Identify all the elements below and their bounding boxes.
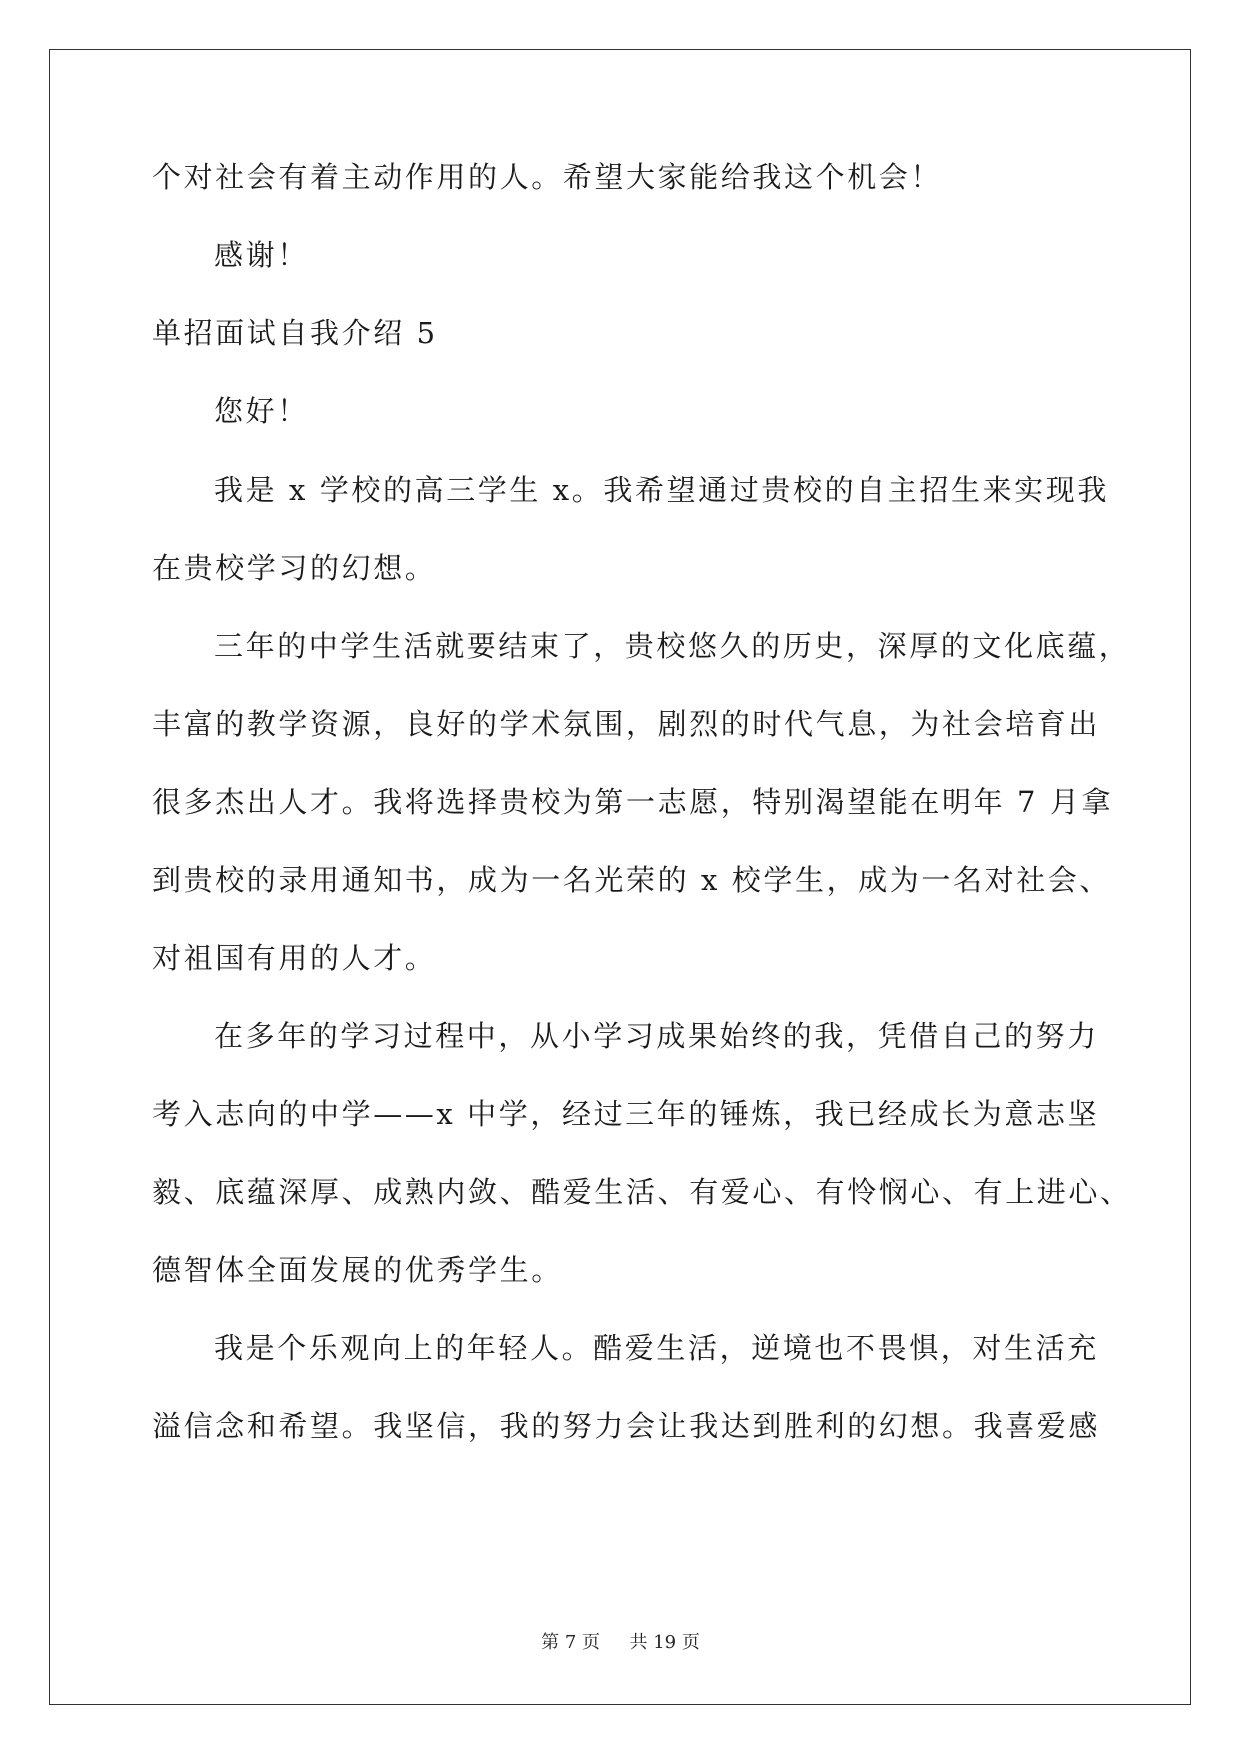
- text-line: 溢信念和希望。我坚信，我的努力会让我达到胜利的幻想。我喜爱感: [152, 1409, 1101, 1443]
- page-total: 共 19 页: [629, 1632, 700, 1653]
- text-line: 我是 x 学校的高三学生 x。我希望通过贵校的自主招生来实现我: [214, 473, 1109, 507]
- text-line: 考入志向的中学——x 中学，经过三年的锤炼，我已经成长为意志坚: [152, 1097, 1100, 1131]
- text-line: 到贵校的录用通知书，成为一名光荣的 x 校学生，成为一名对社会、: [152, 863, 1111, 897]
- text-line: 德智体全面发展的优秀学生。: [152, 1253, 563, 1287]
- text-line: 在贵校学习的幻想。: [152, 551, 437, 585]
- text-line: 在多年的学习过程中，从小学习成果始终的我，凭借自己的努力: [214, 1019, 1099, 1053]
- text-line: 毅、底蕴深厚、成熟内敛、酷爱生活、有爱心、有怜悯心、有上进心、: [152, 1175, 1132, 1209]
- text-line: 个对社会有着主动作用的人。希望大家能给我这个机会！: [152, 160, 943, 194]
- text-line: 很多杰出人才。我将选择贵校为第一志愿，特别渴望能在明年 7 月拿: [152, 785, 1114, 819]
- text-line: 感谢！: [214, 238, 309, 272]
- text-line: 我是个乐观向上的年轻人。酷爱生活，逆境也不畏惧，对生活充: [214, 1331, 1099, 1365]
- page-footer: [0, 1632, 1241, 1654]
- greeting: 您好！: [214, 394, 309, 428]
- section-heading: 单招面试自我介绍 5: [152, 316, 438, 350]
- page-number: 第 7 页: [541, 1632, 601, 1653]
- text-line: 丰富的教学资源，良好的学术氛围，剧烈的时代气息，为社会培育出: [152, 707, 1101, 741]
- text-line: 三年的中学生活就要结束了，贵校悠久的历史，深厚的文化底蕴，: [214, 629, 1131, 663]
- text-line: 对祖国有用的人才。: [152, 941, 437, 975]
